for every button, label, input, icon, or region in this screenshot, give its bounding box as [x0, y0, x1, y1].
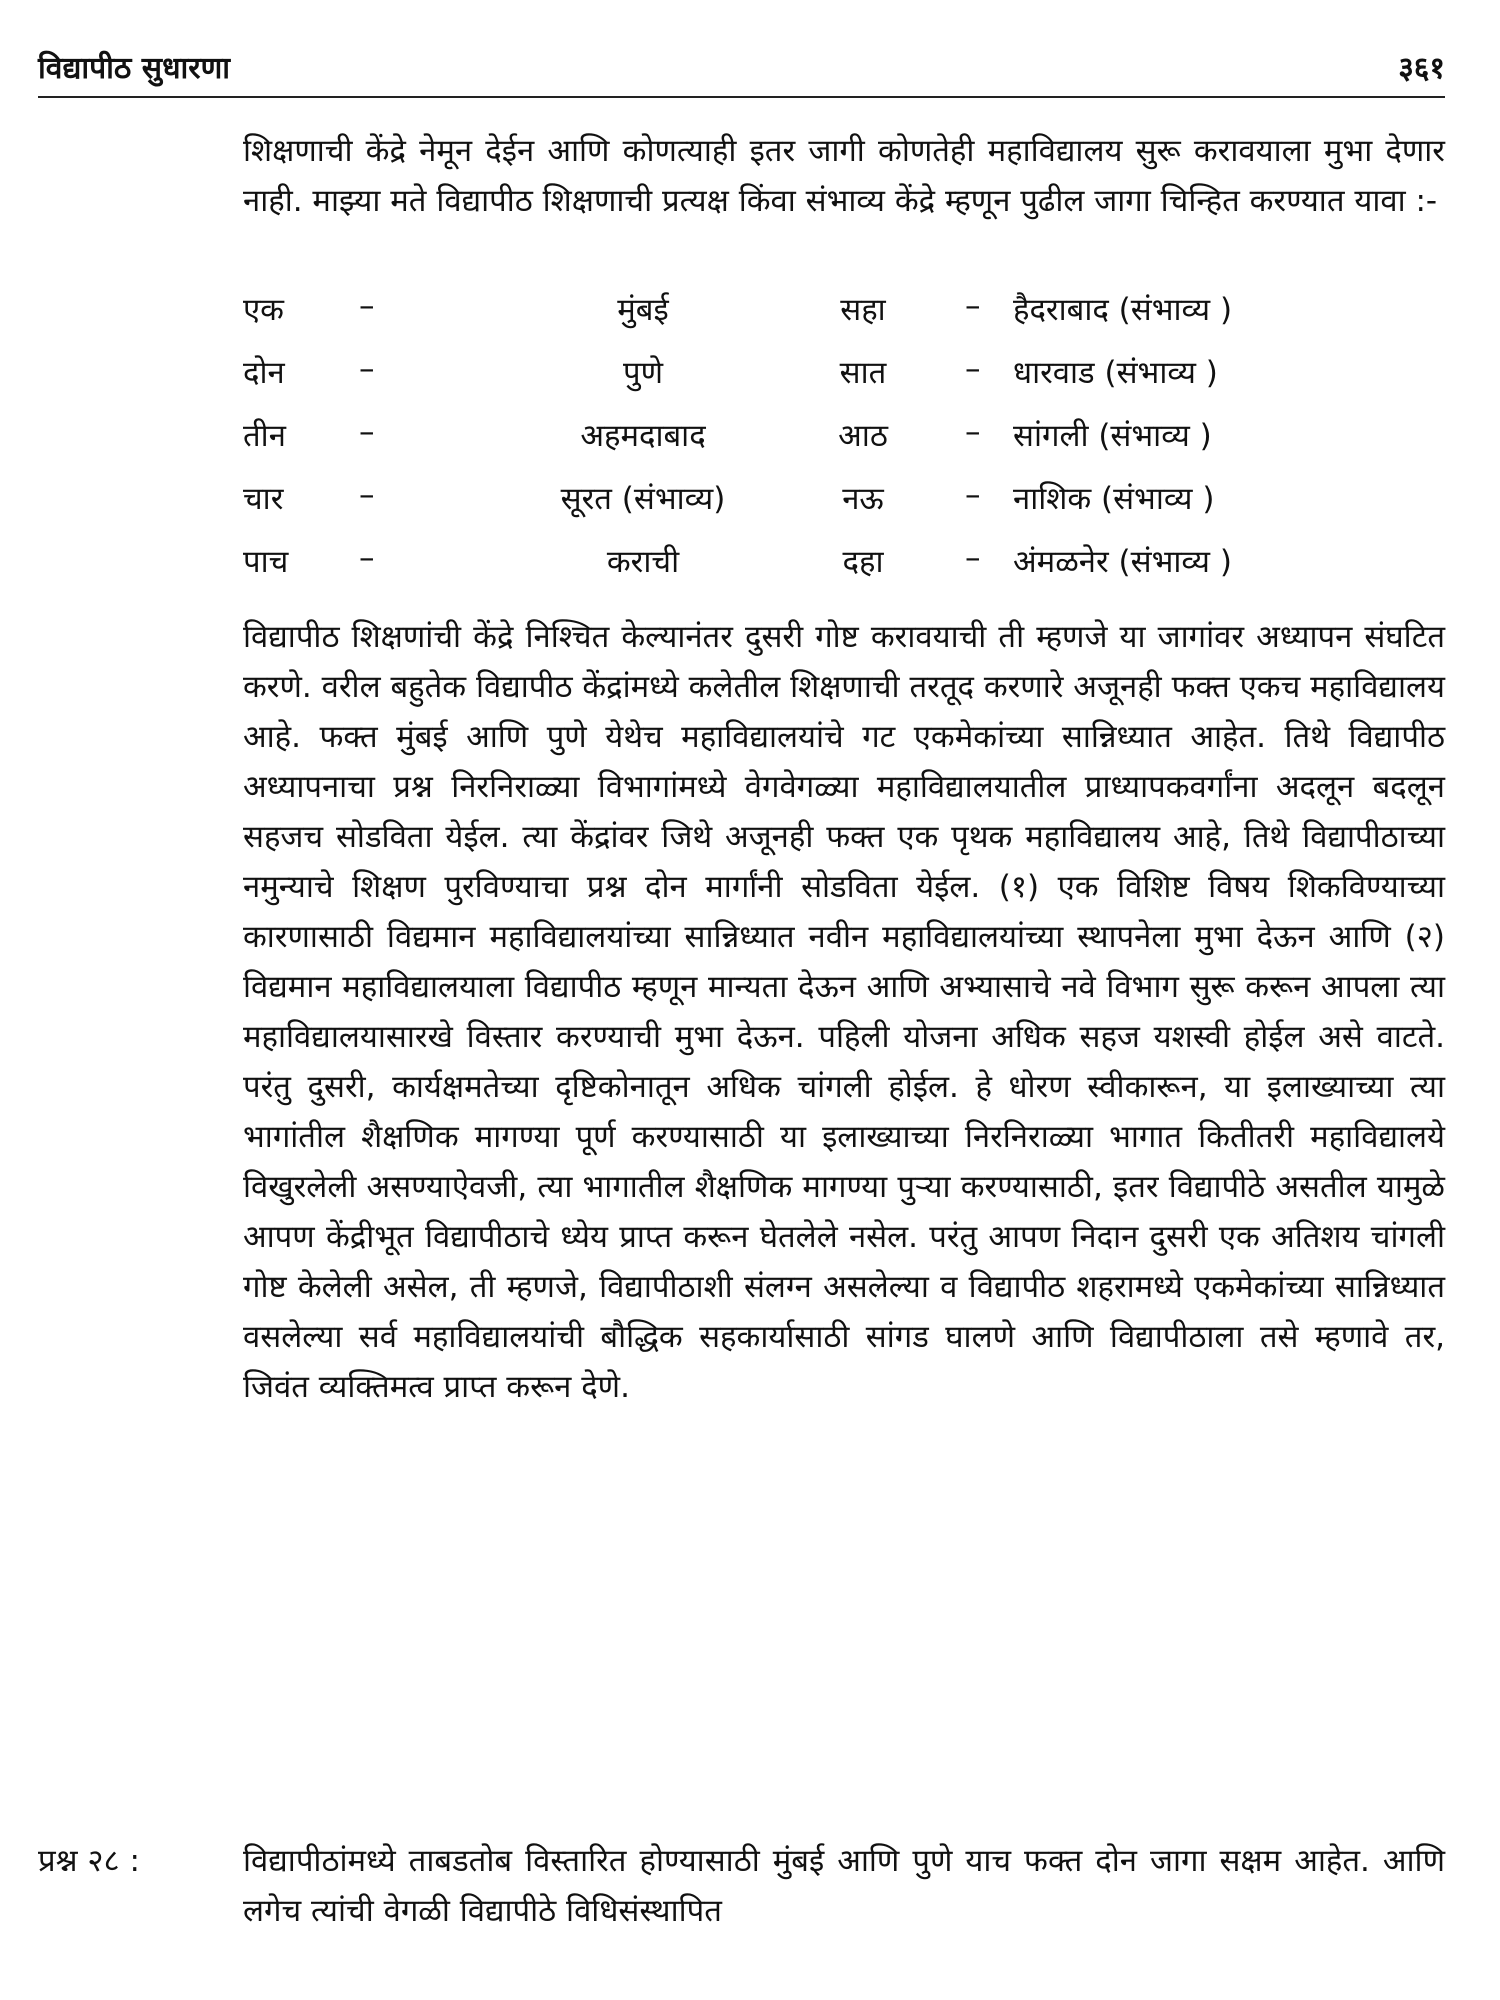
- centre-row: [243, 477, 1445, 540]
- centre-city: सूरत (संभाव्य): [560, 481, 726, 517]
- running-title: विद्यापीठ सुधारणा: [38, 51, 231, 86]
- dash: –: [359, 351, 375, 387]
- centres-list: [243, 288, 1445, 603]
- dash: –: [359, 288, 375, 324]
- centre-number: दोन: [243, 355, 285, 391]
- dash: –: [965, 477, 981, 513]
- centre-city: हैदराबाद (संभाव्य ): [1013, 292, 1233, 328]
- centre-city: मुंबई: [617, 292, 669, 328]
- centre-number: सात: [839, 355, 887, 391]
- centre-row: [243, 351, 1445, 414]
- running-header: [38, 44, 1445, 98]
- centre-city: पुणे: [622, 355, 664, 391]
- centre-number: पाच: [243, 544, 289, 580]
- centre-city: धारवाड (संभाव्य ): [1013, 355, 1218, 391]
- centre-city: अंमळनेर (संभाव्य ): [1013, 544, 1232, 580]
- centre-number: दहा: [842, 544, 884, 580]
- body-paragraph: विद्यापीठ शिक्षणांची केंद्रे निश्चित केल्यानंतर दुसरी गोष्ट करावयाची ती म्हणजे या जागांवर अध्यापन संघटित करणे. वरील बहुतेक विद्यापीठ केंद्रांमध्ये कलेतील शिक्षणाची तरतूद करणारे अजूनही फक्त एकच महाविद्यालय आहे. फक्त मुंबई आणि पुणे येथेच महाविद्यालयांचे गट एकमेकांच्या सान्निध्यात आहेत. तिथे विद्यापीठ अध्यापनाचा प्रश्न निरनिराळ्या विभागांमध्ये वेगवेगळ्या महाविद्यालयातील प्राध्यापकवर्गांना अदलून बदलून सहजच सोडविता येईल. त्या केंद्रांवर जिथे अजूनही फक्त एक पृथक महाविद्यालय आहे, तिथे विद्यापीठाच्या नमुन्याचे शिक्षण पुरविण्याचा प्रश्न दोन मार्गांनी सोडविता येईल. (१) एक विशिष्ट विषय शिकविण्याच्या कारणासाठी विद्यमान महाविद्यालयांच्या सान्निध्यात नवीन महाविद्यालयांच्या स्थापनेला मुभा देऊन आणि (२) विद्यमान महाविद्यालयाला विद्यापीठ म्हणून मान्यता देऊन आणि अभ्यासाचे नवे विभाग सुरू करून आपला त्या महाविद्यालयासारखे विस्तार करण्याची मुभा देऊन. पहिली योजना अधिक सहज यशस्वी होईल असे वाटते. परंतु दुसरी, कार्यक्षमतेच्या दृष्टिकोनातून अधिक चांगली होईल. हे धोरण स्वीकारून, या इलाख्याच्या त्या भागांतील शैक्षणिक मागण्या पूर्ण करण्यासाठी या इलाख्याच्या निरनिराळ्या भागात कितीतरी महाविद्यालये विखुरलेली असण्याऐवजी, त्या भागातील शैक्षणिक मागण्या पुऱ्या करण्यासाठी, इतर विद्यापीठे असतील यामुळे आपण केंद्रीभूत विद्यापीठाचे ध्येय प्राप्त करून घेतलेले नसेल. परंतु आपण निदान दुसरी एक अतिशय चांगली गोष्ट केलेली असेल, ती म्हणजे, विद्यापीठाशी संलग्न असलेल्या व विद्यापीठ शहरामध्ये एकमेकांच्या सान्निध्यात वसलेल्या सर्व महाविद्यालयांची बौद्धिक सहकार्यासाठी सांगड घालणे आणि विद्यापीठाला तसे म्हणावे तर, जिवंत व्यक्तिमत्व प्राप्त करून देणे.: [243, 619, 1445, 1405]
- dash: –: [965, 351, 981, 387]
- intro-paragraph: शिक्षणाची केंद्रे नेमून देईन आणि कोणत्याही इतर जागी कोणतेही महाविद्यालय सुरू करावयाला मुभा देणार नाही. माझ्या मते विद्यापीठ शिक्षणाची प्रत्यक्ष किंवा संभाव्य केंद्रे म्हणून पुढील जागा चिन्हित करण्यात यावा :-: [243, 133, 1445, 219]
- centre-number: आठ: [838, 418, 888, 454]
- dash: –: [359, 477, 375, 513]
- dash: –: [965, 414, 981, 450]
- centre-number: एक: [243, 292, 284, 328]
- centre-number: तीन: [243, 418, 286, 454]
- dash: –: [359, 540, 375, 576]
- centre-number: सहा: [840, 292, 886, 328]
- centre-number: नऊ: [842, 481, 884, 517]
- centre-row: [243, 414, 1445, 477]
- question-text: विद्यापीठांमध्ये ताबडतोब विस्तारित होण्यासाठी मुंबई आणि पुणे याच फक्त दोन जागा सक्षम आहेत. आणि लगेच त्यांची वेगळी विद्यापीठे विधिसंस्थापित: [243, 1843, 1445, 1929]
- centre-city: अहमदाबाद: [580, 418, 706, 454]
- centre-number: चार: [243, 481, 284, 517]
- page-number: ३६१: [1398, 51, 1445, 86]
- centre-row: [243, 540, 1445, 603]
- centre-city: कराची: [606, 544, 680, 580]
- dash: –: [965, 288, 981, 324]
- centre-city: नाशिक (संभाव्य ): [1013, 481, 1215, 517]
- question-label: प्रश्न २८ :: [38, 1843, 140, 1879]
- dash: –: [359, 414, 375, 450]
- centre-city: सांगली (संभाव्य ): [1013, 418, 1212, 454]
- centre-row: [243, 288, 1445, 351]
- dash: –: [965, 540, 981, 576]
